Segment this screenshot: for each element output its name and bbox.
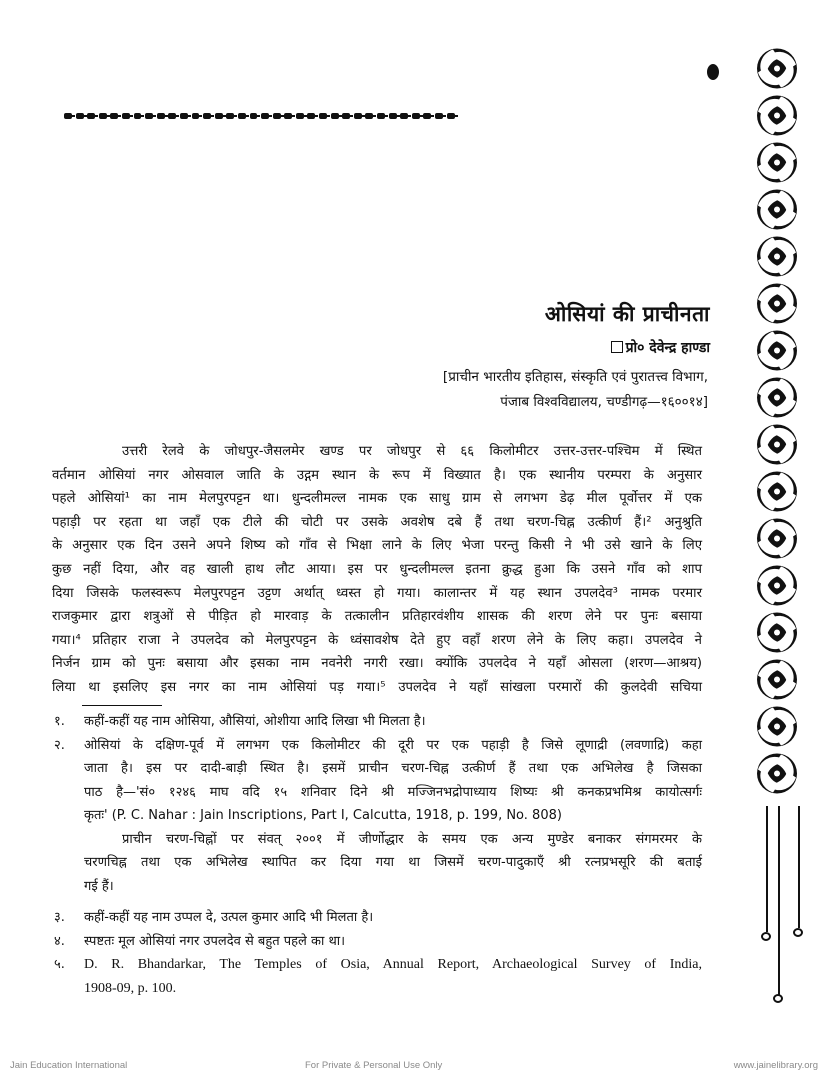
bead-ornament [342,113,350,119]
beaded-top-rule [64,112,458,120]
footnote-number: ३. [54,910,65,925]
paisley-rosette-icon [754,327,800,374]
footnote-number: ४. [54,933,65,949]
footnote-line: ओसियां के दक्षिण-पूर्व में लगभग एक किलोमीटर की दूरी पर एक पहाड़ी है जिसे लूणाद्री (लवणाद्रि) कहा [84,737,702,753]
footnote-line: चरणचिह्न तथा एक अभिलेख स्थापित कर दिया गया था जिसमें चरण-पादुकाएँ श्री रत्नप्रभसूरि की बताई [84,855,702,870]
bead-ornament [180,113,188,119]
bead-ornament [296,113,304,119]
footnote-separator [82,705,162,706]
footnote-line: जाता है। इस पर दादी-बाड़ी स्थित है। इसमें प्राचीन चरण-चिह्न उत्कीर्ण हैं तथा एक अभिलेख है जिसका [84,761,702,776]
paisley-rosette-icon [754,45,800,92]
bead-ornament [250,113,258,119]
bead-ornament [226,113,234,119]
bead-ornament [134,113,142,119]
footnote-line: स्पष्टतः मूल ओसियां नगर उपलदेव से बहुत पहले का था। [84,933,346,949]
footnotes [50,710,702,1000]
bead-ornament [238,113,246,119]
author-affiliation-line2: पंजाब विश्वविद्यालय, चण्डीगढ़—१६००१४] [500,394,708,410]
footnote-line: पाठ है—'सं० १२४६ माघ वदि १५ शनिवार दिने श्री मज्जिनभद्रोपाध्याय शिष्यः श्री कनकप्रभमिश्र कायोत्सर्गः [84,784,702,800]
pendant-ornament [754,806,804,1006]
paisley-rosette-icon [754,233,800,280]
footnote-line: कृतः' (P. C. Nahar : Jain Inscriptions, Part I, Calcutta, 1918, p. 199, No. 808) [84,808,562,823]
footnote-5 [50,953,702,1000]
footer-publisher: Jain Education International [10,1060,128,1071]
bead-ornament [192,113,200,119]
paisley-rosette-icon [754,750,800,797]
footnote-line: गई हैं। [84,878,114,894]
footnote-line: D. R. Bhandarkar, The Temples of Osia, Annual Report, Archaeological Survey of India, [84,957,702,972]
bead-ornament [157,113,165,119]
bead-ornament [400,113,408,119]
body-line: उत्तरी रेलवे के जोधपुर-जैसलमेर खण्ड पर जोधपुर से ६६ किलोमीटर उत्तर-उत्तर-पश्चिम में स्थित [122,444,702,459]
footnote-line: प्राचीन चरण-चिह्नों पर संवत् २००१ में जीर्णोद्धार के समय एक अन्य मुण्डेर बनाकर संगमरमर के [122,831,702,847]
paisley-border-ornament [754,45,804,797]
bead-ornament [215,113,223,119]
bullet-dot-ornament [707,64,719,80]
bead-ornament [261,113,269,119]
author-name: प्रो० देवेन्द्र हाण्डा [625,340,710,356]
paisley-rosette-icon [754,92,800,139]
body-line: कुछ नहीं दिया, और वह खाली हाथ लौट आया। इस पर धुन्दलीमल्ल इतना क्रुद्ध हुआ कि उसने गाँव को शाप [52,561,702,577]
bead-ornament [145,113,153,119]
paisley-rosette-icon [754,374,800,421]
footer-usage-note: For Private & Personal Use Only [305,1060,443,1071]
footnote-line: कहीं-कहीं यह नाम उप्पल दे, उत्पल कुमार आदि भी मिलता है। [84,910,374,925]
bead-ornament [412,113,420,119]
bead-ornament [76,113,84,119]
bead-ornament [64,113,72,119]
body-line: राजकुमार द्वारा शत्रुओं से पीड़ित हो मारवाड़ के तत्कालीन प्रतिहारवंशीय शासक की शरण लेने पर पुनः बसाया [52,609,702,625]
footnote-number: १. [54,714,65,729]
bead-ornament [435,113,443,119]
bead-ornament [284,113,292,119]
bead-ornament [273,113,281,119]
bead-ornament [365,113,373,119]
footnote-3 [50,906,702,930]
bead-ornament [354,113,362,119]
bead-ornament [377,113,385,119]
bead-ornament [307,113,315,119]
pendant-ring-icon [761,932,771,941]
footnote-line: 1908-09, p. 100. [84,980,177,996]
body-line: के अनुसार एक दिन उसने अपने शिष्य को गाँव से भिक्षा लाने के लिए भेजा परन्तु किसी ने भी उसे खाने के लिए [52,538,702,554]
article-body [52,440,702,700]
paisley-rosette-icon [754,609,800,656]
bead-ornament [99,113,107,119]
square-bullet-icon [611,341,623,353]
author-affiliation-line1: [प्राचीन भारतीय इतिहास, संस्कृति एवं पुरातत्त्व विभाग, [442,369,708,385]
pendant-line-left [766,806,768,932]
body-line: दिया जिसके फलस्वरूप मेलपुरपट्टन उट्टण अर्थात् ध्वस्त हो गया। कालान्तर में यह स्थान उपलदेव³ नामक परमार [52,585,702,601]
footer-website-link[interactable]: www.jainelibrary.org [733,1060,818,1071]
body-line: गया।⁴ प्रतिहार राजा ने उपलदेव को मेलपुरपट्टन के ध्वंसावशेष देते हुए वहाँ शरण लेने के लिए कहा। उपलदेव ने [52,632,702,648]
footnote-number: २. [54,737,65,753]
paisley-rosette-icon [754,562,800,609]
paisley-rosette-icon [754,515,800,562]
bead-ornament [331,113,339,119]
paisley-rosette-icon [754,186,800,233]
bead-ornament [87,113,95,119]
paisley-rosette-icon [754,468,800,515]
footnote-number: ५. [54,957,65,972]
body-line: पहले ओसियां¹ का नाम मेलपुरपट्टन था। धुन्दलीमल्ल नामक एक साधु ग्राम से लगभग डेढ़ मील पूर्वोत्तर में एक [52,491,702,507]
footnote-4 [50,930,702,954]
body-line: लिया था इसलिए इस नगर का नाम ओसियां पड़ गया।⁵ उपलदेव ने यहाँ सांखला परमारों की कुलदेवी सचिया [52,679,702,695]
paisley-rosette-icon [754,421,800,468]
footnote-line: कहीं-कहीं यह नाम ओसिया, औसियां, ओशीया आदि लिखा भी मिलता है। [84,714,426,729]
paisley-rosette-icon [754,139,800,186]
bead-ornament [423,113,431,119]
article-author [611,338,710,357]
footnote-1 [50,710,702,734]
bead-ornament [447,113,455,119]
pendant-ring-icon [773,994,783,1003]
footnote-2 [50,734,702,899]
bead-ornament [203,113,211,119]
body-line: पहाड़ी पर रहता था जहाँ एक टीले की चोटी पर उसके अवशेष दबे हैं तथा चरण-चिह्न उत्कीर्ण हैं।² अनुश्रुति [52,514,702,530]
paisley-rosette-icon [754,280,800,327]
pendant-line-right [798,806,800,928]
pendant-ring-icon [793,928,803,937]
bead-ornament [110,113,118,119]
paisley-rosette-icon [754,703,800,750]
bead-ornament [389,113,397,119]
body-line: वर्तमान ओसियां नगर ओसवाल जाति के उद्गम स्थान के रूप में विख्यात है। एक स्थानीय परम्परा के अनुसार [52,467,702,483]
paisley-rosette-icon [754,656,800,703]
bead-ornament [319,113,327,119]
pendant-line-center [778,806,780,996]
bead-ornament [168,113,176,119]
article-title: ओसियां की प्राचीनता [544,302,710,326]
body-line: निर्जन ग्राम को पुनः बसाया और इसका नाम नवनेरी नगरी रखा। क्योंकि उपलदेव ने यहाँ ओसला (शरण—आश्रय) [52,656,702,672]
bead-ornament [122,113,130,119]
